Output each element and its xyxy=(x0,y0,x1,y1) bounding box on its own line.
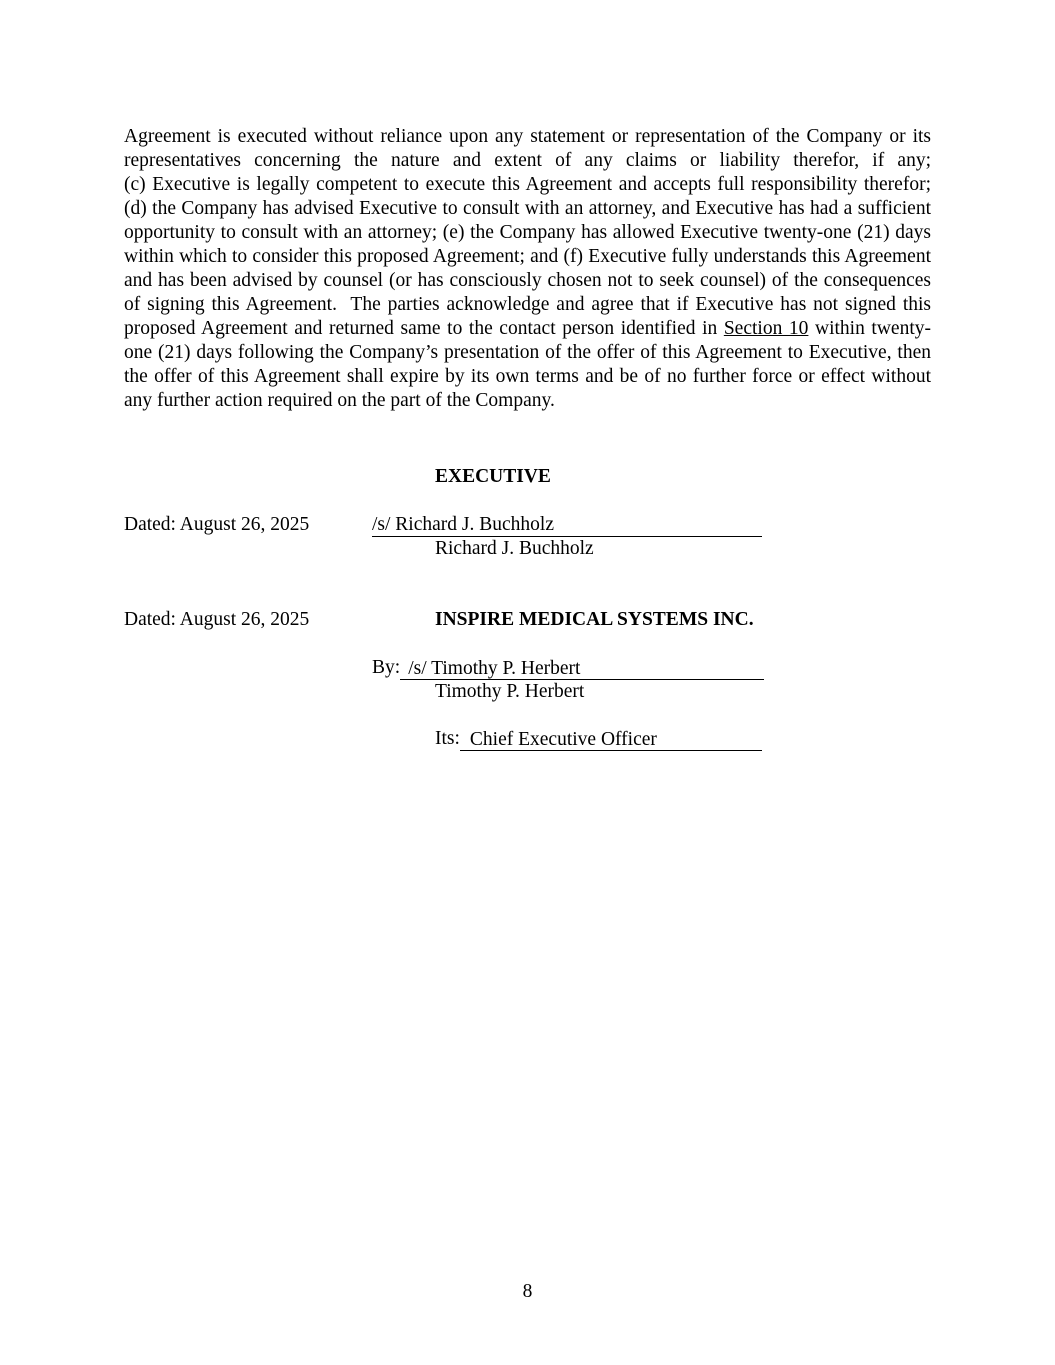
agreement-paragraph xyxy=(124,125,931,413)
section-reference: Section 10 xyxy=(723,318,809,339)
its-label: Its: xyxy=(435,728,460,749)
executive-signature-line xyxy=(372,513,762,537)
company-its-line xyxy=(435,727,762,751)
company-signer-name: Timothy P. Herbert xyxy=(435,681,585,702)
by-label: By: xyxy=(372,657,401,678)
company-name: INSPIRE MEDICAL SYSTEMS INC. xyxy=(435,609,754,630)
executive-dated: Dated: August 26, 2025 xyxy=(124,514,310,535)
company-signature: /s/ Timothy P. Herbert xyxy=(400,659,764,680)
paragraph-text-part-1: Agreement is executed without reliance upon any statement or representation of the Company or its representatives concerning the nature and extent of any claims or liability therefor, if any; (c) Executive is legally competent to execute this Agreement and accepts full responsibility therefor; (d) the Company has advised Executive to consult with an attorney, and Executive has had a sufficient opportunity to consult with an attorney; (e) the Company has allowed Executive twenty-one (21) days within which to consider this proposed Agreement; and (f) Executive fully understands this Agreement and has been advised by counsel (or has consciously chosen not to seek counsel) of the consequences of signing this Agreement. The parties acknowledge and agree that if Executive has not signed this proposed Agreement and returned same to the contact person identified in xyxy=(124,126,931,339)
executive-signature: /s/ Richard J. Buchholz xyxy=(372,515,762,537)
signer-title: Chief Executive Officer xyxy=(460,730,762,751)
executive-heading: EXECUTIVE xyxy=(435,466,551,487)
paragraph-text-part-2: within twenty-one (21) days following the Company’s presentation of the offer of this Agreement to Executive, then the offer of this Agreement shall expire by its own terms and be of no further force or effect without any further action required on the part of the Company. xyxy=(124,318,931,411)
page-number: 8 xyxy=(522,1281,533,1302)
company-by-line xyxy=(372,656,764,680)
company-dated: Dated: August 26, 2025 xyxy=(124,609,310,630)
executive-name: Richard J. Buchholz xyxy=(435,538,594,559)
